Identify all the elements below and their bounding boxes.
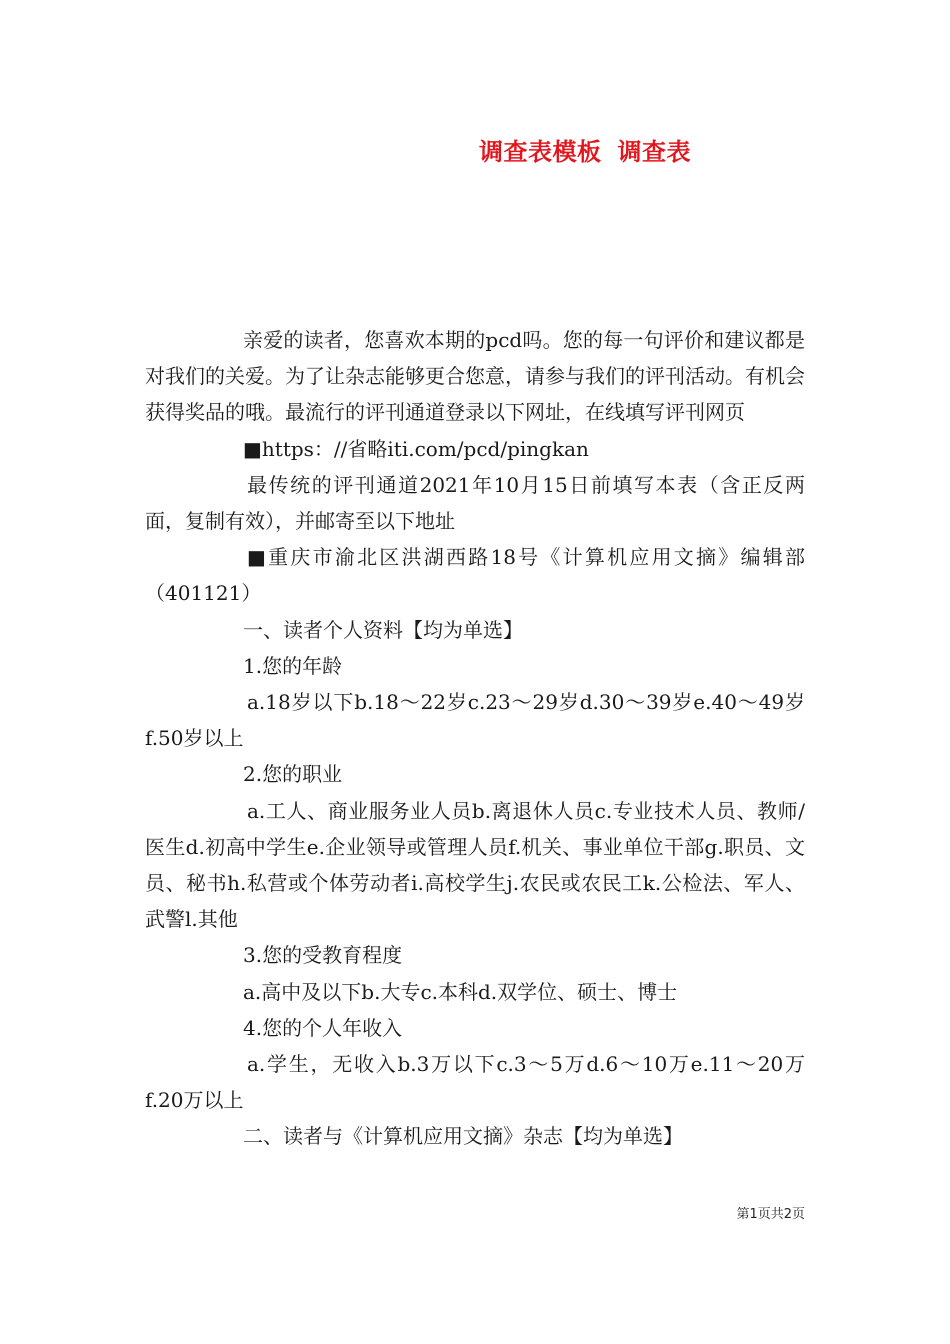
options-age: a.18岁以下b.18～22岁c.23～29岁d.30～39岁e.40～49岁f.50岁以上 xyxy=(145,690,805,751)
options-occupation: a.工人、商业服务业人员b.离退休人员c.专业技术人员、教师/医生d.初高中学生e.企业领导或管理人员f.机关、事业单位干部g.职员、文员、秘书h.私营或个体劳动者i.高校学生j.农民或农民工k.公检法、军人、武警l.其他 xyxy=(145,798,805,932)
options-education: a.高中及以下b.大专c.本科d.双学位、硕士、博士 xyxy=(243,979,678,1004)
title-main: 调查表模板 xyxy=(479,138,602,166)
intro-paragraph: 亲爱的读者，您喜欢本期的pcd吗。您的每一句评价和建议都是对我们的关爱。为了让杂志能够更合您意，请参与我们的评刊活动。有机会获得奖品的哦。最流行的评刊通道登录以下网址，在线填写评刊网页 xyxy=(145,328,805,425)
mail-address: ■重庆市渝北区洪湖西路18号《计算机应用文摘》编辑部（401121） xyxy=(145,545,805,606)
options-income: a.学生，无收入b.3万以下c.3～5万d.6～10万e.11～20万f.20万以上 xyxy=(145,1052,805,1113)
title-sub: 调查表 xyxy=(617,138,691,166)
section-heading-1: 一、读者个人资料【均为单选】 xyxy=(243,617,523,642)
page-number: 第1页共2页 xyxy=(736,1207,805,1222)
question-income: 4.您的个人年收入 xyxy=(243,1015,403,1040)
document-body xyxy=(145,322,805,1155)
question-age: 1.您的年龄 xyxy=(243,653,343,678)
question-education: 3.您的受教育程度 xyxy=(243,943,403,968)
section-heading-2: 二、读者与《计算机应用文摘》杂志【均为单选】 xyxy=(243,1124,683,1149)
question-occupation: 2.您的职业 xyxy=(243,762,343,787)
mail-instructions: 最传统的评刊通道2021年10月15日前填写本表（含正反两面，复制有效），并邮寄至以下地址 xyxy=(145,472,805,534)
url-line: ■https：//省略iti.com/pcd/pingkan xyxy=(243,436,589,461)
page-title xyxy=(0,132,950,167)
